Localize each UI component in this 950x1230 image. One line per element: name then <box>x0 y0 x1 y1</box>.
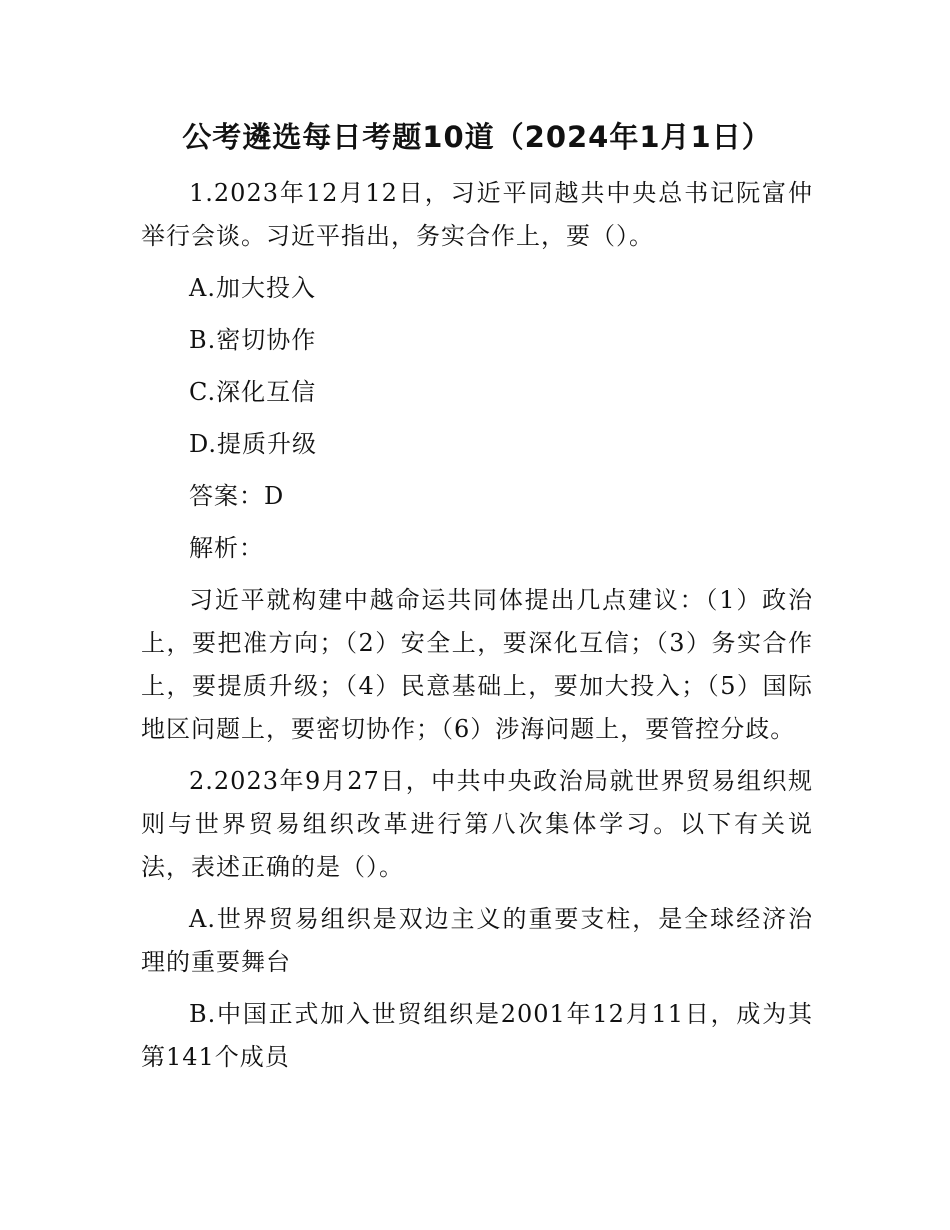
question-1-option-a: A.加大投入 <box>189 274 316 302</box>
question-2-option-a: A.世界贸易组织是双边主义的重要支柱，是全球经济治理的重要舞台 <box>141 905 813 976</box>
question-1-stem: 1.2023年12月12日，习近平同越共中央总书记阮富仲举行会谈。习近平指出，务实合作上，要（）。 <box>141 179 813 250</box>
question-1-option-d: D.提质升级 <box>189 430 318 458</box>
document-content <box>141 112 813 1088</box>
question-2-stem: 2.2023年9月27日，中共中央政治局就世界贸易组织规则与世界贸易组织改革进行第八次集体学习。以下有关说法，表述正确的是（）。 <box>141 767 813 881</box>
question-2-option-b: B.中国正式加入世贸组织是2001年12月11日，成为其第141个成员 <box>141 1000 813 1071</box>
question-1-option-c: C.深化互信 <box>189 378 317 406</box>
question-1-answer: 答案：D <box>189 482 285 510</box>
document-title: 公考遴选每日考题10道（2024年1月1日） <box>182 120 772 154</box>
question-1-option-b: B.密切协作 <box>189 326 317 354</box>
question-1-analysis-label: 解析： <box>189 534 264 562</box>
question-1-analysis: 习近平就构建中越命运共同体提出几点建议：（1）政治上，要把准方向；（2）安全上，要深化互信；（3）务实合作上，要提质升级；（4）民意基础上，要加大投入；（5）国际地区问题上，要密切协作；（6）涉海问题上，要管控分歧。 <box>141 586 813 743</box>
